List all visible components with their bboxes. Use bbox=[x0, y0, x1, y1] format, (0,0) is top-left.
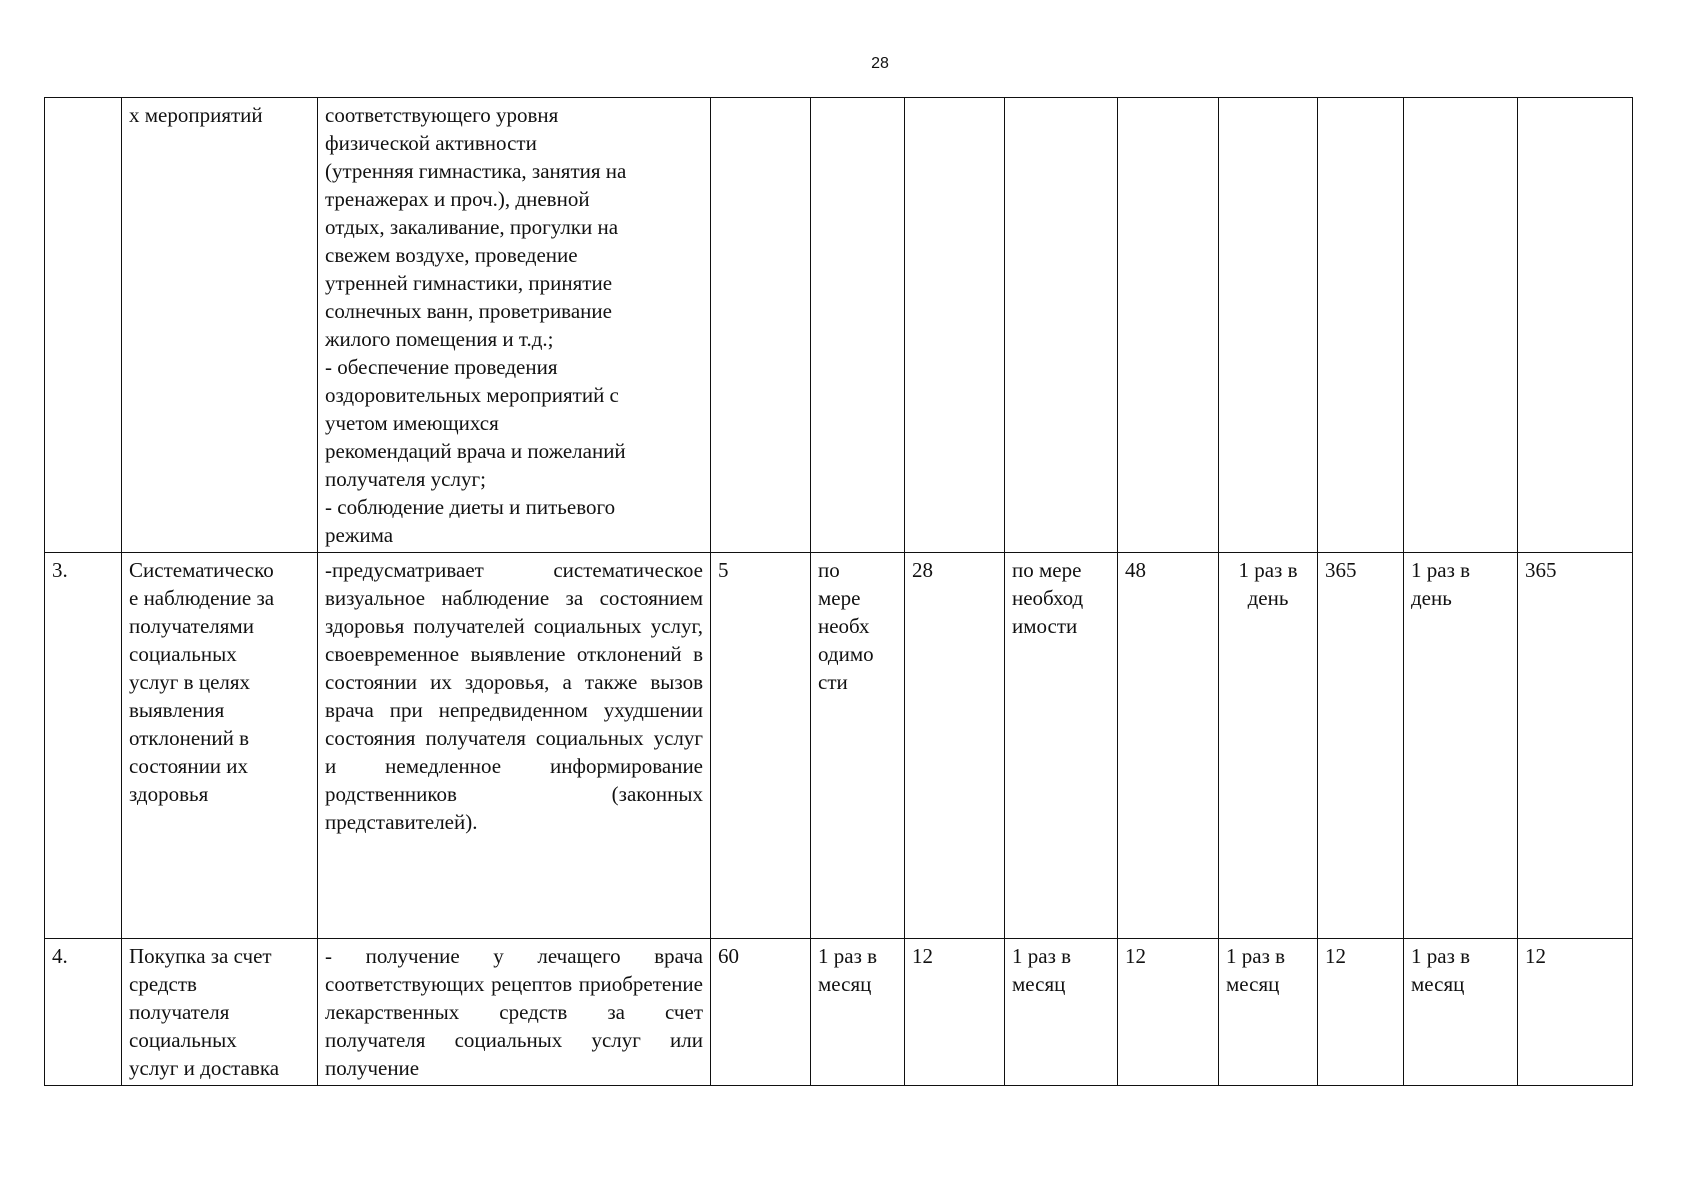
value-cell: 365 bbox=[1518, 553, 1633, 939]
frequency-cell bbox=[1404, 98, 1518, 553]
value-cell: 365 bbox=[1318, 553, 1404, 939]
frequency-cell bbox=[1219, 98, 1318, 553]
service-description-cell: -предусматривает систематическое визуальное наблюдение за состоянием здоровья получателей социальных услуг, своевременное выявление отклонений в состоянии их здоровья, а также вызов врача при непредвиденном ухудшении состояния получателя социальных услуг и немедленное информирование родственников (законных представителей). bbox=[318, 553, 711, 939]
table-row bbox=[45, 939, 1633, 1086]
row-number-cell: 4. bbox=[45, 939, 122, 1086]
services-table bbox=[44, 97, 1633, 1086]
value-cell bbox=[1118, 98, 1219, 553]
row-number-cell: 3. bbox=[45, 553, 122, 939]
value-cell: 60 bbox=[711, 939, 811, 1086]
service-description-cell: - получение у лечащего врача соответствующих рецептов приобретение лекарственных средств за счет получателя социальных услуг или получение bbox=[318, 939, 711, 1086]
value-cell: 12 bbox=[1518, 939, 1633, 1086]
service-name-cell: Покупка за счет средств получателя социальных услуг и доставка bbox=[122, 939, 318, 1086]
service-name-cell: Систематическо е наблюдение за получателями социальных услуг в целях выявления отклонений в состоянии их здоровья bbox=[122, 553, 318, 939]
value-cell bbox=[1518, 98, 1633, 553]
frequency-cell: 1 раз в день bbox=[1219, 553, 1318, 939]
frequency-cell: 1 раз в месяц bbox=[1005, 939, 1118, 1086]
row-number-cell bbox=[45, 98, 122, 553]
frequency-cell: 1 раз в месяц bbox=[1219, 939, 1318, 1086]
value-cell: 12 bbox=[1118, 939, 1219, 1086]
value-cell: 28 bbox=[905, 553, 1005, 939]
table-row bbox=[45, 98, 1633, 553]
frequency-cell: по мере необх одимо сти bbox=[811, 553, 905, 939]
service-description-cell: соответствующего уровня физической активности (утренняя гимнастика, занятия на тренажерах и проч.), дневной отдых, закаливание, прогулки на свежем воздухе, проведение утренней гимнастики, принятие солнечных ванн, проветривание жилого помещения и т.д.; - обеспечение проведения оздоровительных мероприятий с учетом имеющихся рекомендаций врача и пожеланий получателя услуг; - соблюдение диеты и питьевого режима bbox=[318, 98, 711, 553]
value-cell: 12 bbox=[905, 939, 1005, 1086]
frequency-cell: 1 раз в день bbox=[1404, 553, 1518, 939]
frequency-cell: 1 раз в месяц bbox=[1404, 939, 1518, 1086]
frequency-cell: 1 раз в месяц bbox=[811, 939, 905, 1086]
page-number: 28 bbox=[871, 55, 889, 72]
frequency-cell: по мере необход имости bbox=[1005, 553, 1118, 939]
value-cell: 48 bbox=[1118, 553, 1219, 939]
value-cell bbox=[1318, 98, 1404, 553]
service-name-cell: х мероприятий bbox=[122, 98, 318, 553]
value-cell bbox=[905, 98, 1005, 553]
value-cell: 12 bbox=[1318, 939, 1404, 1086]
frequency-cell bbox=[811, 98, 905, 553]
value-cell: 5 bbox=[711, 553, 811, 939]
value-cell bbox=[711, 98, 811, 553]
table-row bbox=[45, 553, 1633, 939]
frequency-cell bbox=[1005, 98, 1118, 553]
